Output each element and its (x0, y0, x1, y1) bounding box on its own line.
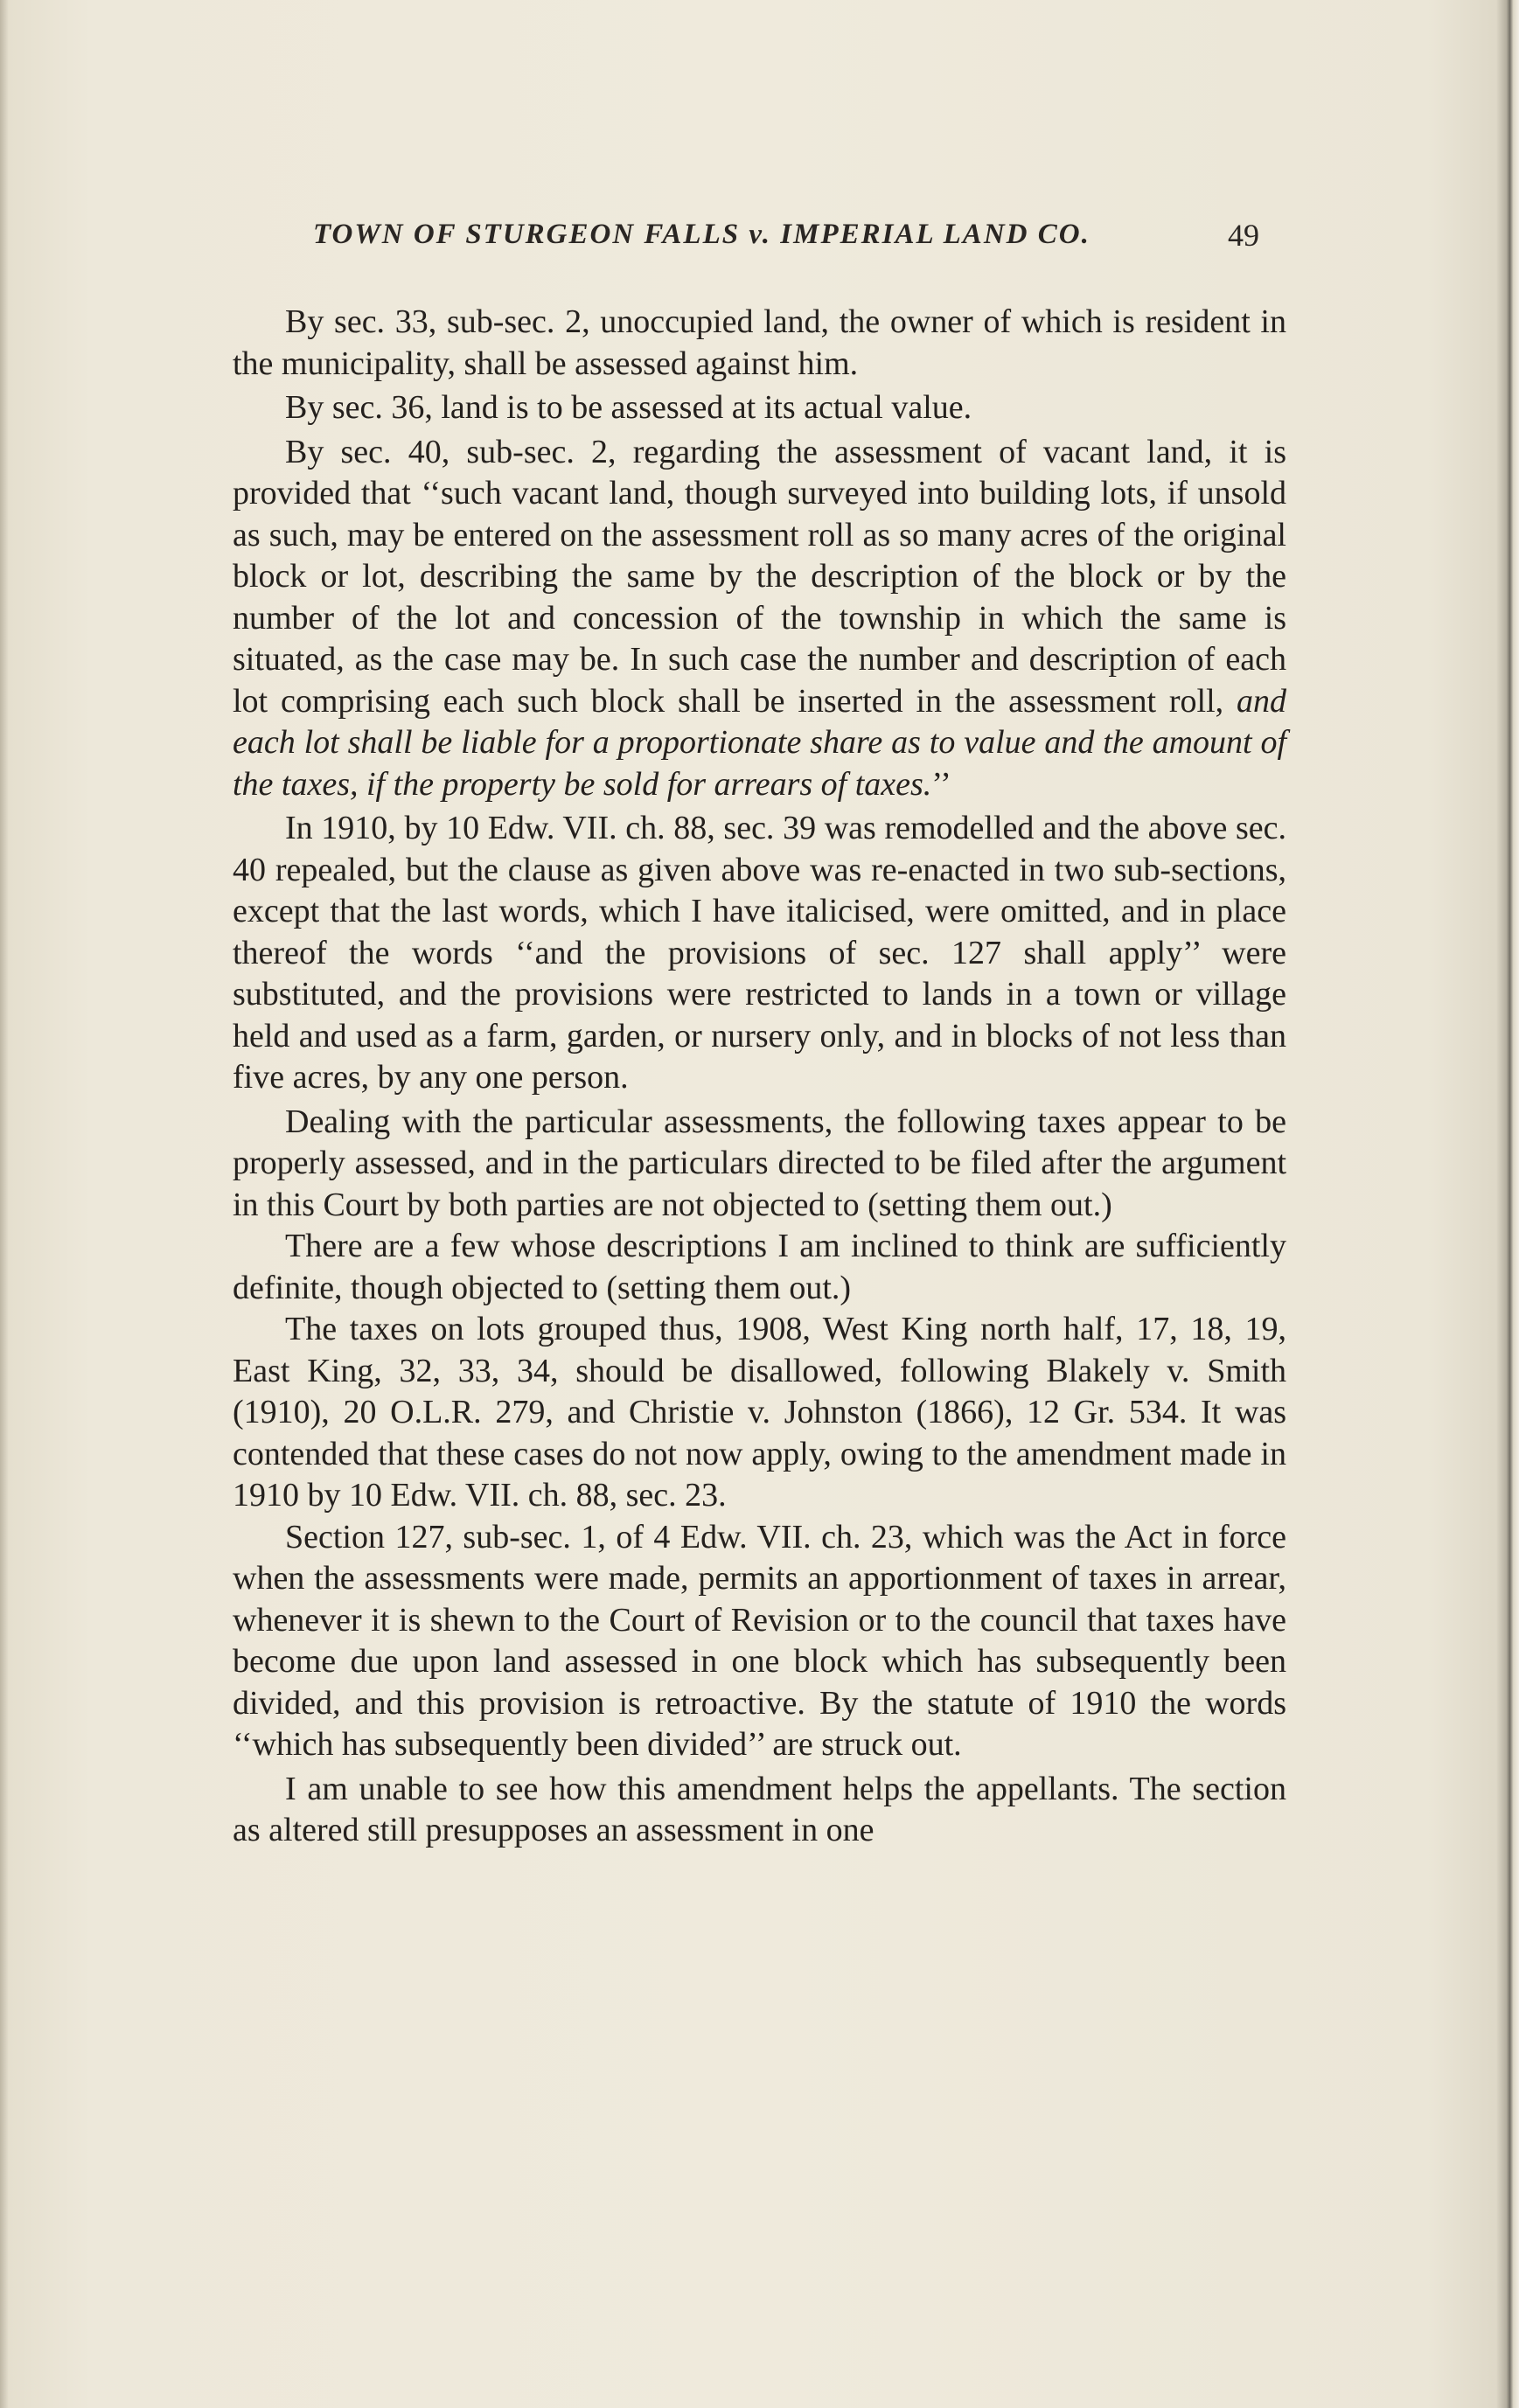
paragraph-7: The taxes on lots grouped thus, 1908, West King north half, 17, 18, 19, East King, 32, 33, 34, should be disallowed, following Blakely v. Smith (1910), 20 O.L.R. 279, and Christie v. Johnston (1866), 12 Gr. 534. It was contended that these cases do not now apply, owing to the amendment made in 1910 by 10 Edw. VII. ch. 88, sec. 23. (233, 1311, 1286, 1514)
paragraph-3 (233, 432, 1286, 806)
paragraph-3-italic: and each lot shall be liable for a proportionate share as to value and the amount of the taxes, if the property be sold for arrears of taxes. (233, 682, 1286, 803)
paragraph-8: Section 127, sub-sec. 1, of 4 Edw. VII. ch. 23, which was the Act in force when the assessments were made, permits an apportionment of taxes in arrear, whenever it is shewn to the Court of Revision or to the council that taxes have become due upon land assessed in one block which has subsequently been divided, and this provision is retroactive. By the statute of 1910 the words ‘‘which has subsequently been divided’’ are struck out. (233, 1518, 1286, 1763)
page-number: 49 (1228, 218, 1259, 253)
paragraph-4: In 1910, by 10 Edw. VII. ch. 88, sec. 39 was remodelled and the above sec. 40 repealed, but the clause as given above was re-enacted in two sub-sections, except that the last words, which I have italicised, were omitted, and in place thereof the words ‘‘and the provisions of sec. 127 shall apply’’ were substituted, and the provisions were restricted to lands in a town or village held and used as a farm, garden, or nursery only, and in blocks of not less than five acres, by any one person. (233, 810, 1286, 1096)
paragraph-1: By sec. 33, sub-sec. 2, unoccupied land, the owner of which is resident in the municipality, shall be assessed against him. (233, 303, 1286, 382)
paragraph-5: Dealing with the particular assessments, the following taxes appear to be properly assessed, and in the particulars directed to be filed after the argument in this Court by both parties are not objected to (setting them out.) (233, 1103, 1286, 1223)
paragraph-2: By sec. 36, land is to be assessed at its actual value. (285, 389, 972, 426)
running-head: TOWN OF STURGEON FALLS v. IMPERIAL LAND CO. (313, 219, 1090, 250)
body-text (233, 302, 1286, 1855)
page-edge-shadow (1496, 0, 1519, 2408)
paragraph-6: There are a few whose descriptions I am inclined to think are sufficiently definite, though objected to (setting them out.) (233, 1228, 1286, 1306)
paragraph-3-close-quote: ’’ (931, 765, 951, 803)
paragraph-3-text: By sec. 40, sub-sec. 2, regarding the assessment of vacant land, it is provided that ‘‘such vacant land, though surveyed into building lots, if unsold as such, may be entered on the assessment roll as so many acres of the original block or lot, describing the same by the description of the block or by the number of the lot and concession of the township in which the same is situated, as the case may be. In such case the number and description of each lot comprising each such block shall be inserted in the assessment roll, (233, 433, 1286, 720)
page-gutter-shadow (0, 0, 9, 2408)
page-header (313, 219, 1258, 262)
paragraph-9: I am unable to see how this amendment helps the appellants. The section as altered still presupposes an assessment in one (233, 1770, 1286, 1848)
